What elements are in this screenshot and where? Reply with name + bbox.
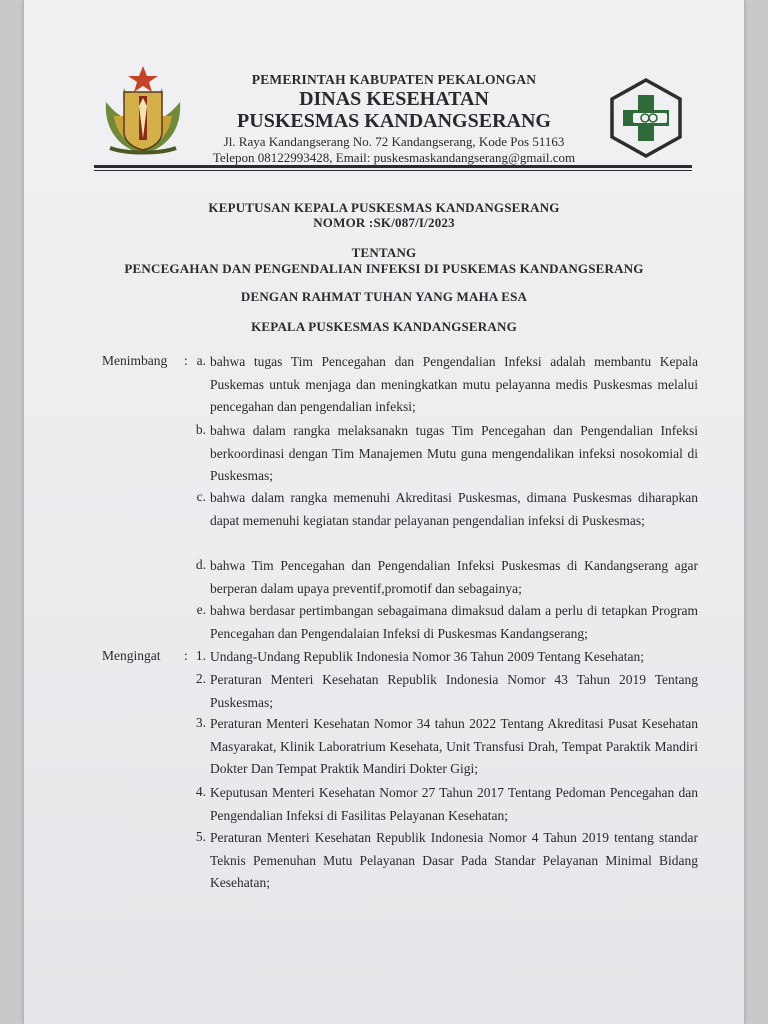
menimbang-marker-a: a. [196, 353, 206, 368]
menimbang-colon: : [184, 353, 188, 368]
official-title: KEPALA PUSKESMAS KANDANGSERANG [251, 319, 517, 334]
document-page [24, 0, 744, 1024]
menimbang-marker-b: b. [195, 422, 206, 437]
decree-title: KEPUTUSAN KEPALA PUSKESMAS KANDANGSERANG [208, 200, 560, 215]
menimbang-label: Menimbang [102, 353, 168, 368]
address-line: Jl. Raya Kandangserang No. 72 Kandangserang, Kode Pos 51163 [223, 134, 565, 149]
mengingat-marker-2: 2. [195, 671, 206, 686]
agency-name: DINAS KESEHATAN [299, 88, 489, 110]
menimbang-item-e: bahwa berdasar pertimbangan sebagaimana dimaksud dalam a perlu di tetapkan Program Pencegahan dan Pengendalaian Infeksi di Puskesmas Kandangserang; [210, 603, 698, 641]
menimbang-item-c: bahwa dalam rangka memenuhi Akreditasi Puskesmas, dimana Puskesmas diharapkan dapat memenuhi kegiatan standar pelayanan pengendalian infeksi di Puskesmas; [210, 490, 698, 528]
menimbang-marker-d: d. [195, 557, 206, 572]
mengingat-marker-5: 5. [195, 829, 206, 844]
government-name: PEMERINTAH KABUPATEN PEKALONGAN [251, 72, 537, 87]
puskesmas-logo [607, 77, 685, 159]
mengingat-item-3: Peraturan Menteri Kesehatan Nomor 34 tahun 2022 Tentang Akreditasi Pusat Kesehatan Masyarakat, Klinik Laboratrium Kesehata, Unit Transfusi Drah, Tempat Paraktik Mandiri Dokter Dan Tempat Praktik Mandiri Dokter Gigi; [210, 716, 698, 776]
letterhead [174, 72, 614, 166]
letterhead-rule-thick [94, 165, 692, 168]
about-heading: TENTANG [351, 245, 417, 260]
mengingat-item-5: Peraturan Menteri Kesehatan Republik Indonesia Nomor 4 Tahun 2019 tentang standar Teknis Pemenuhan Mutu Pelayanan Dasar Pada Standar Pelayanan Minimal Bidang Kesehatan; [210, 830, 698, 890]
mengingat-marker-4: 4. [195, 784, 206, 799]
decree-subject: PENCEGAHAN DAN PENGENDALIAN INFEKSI DI PUSKEMAS KANDANGSERANG [124, 261, 644, 276]
mengingat-marker-3: 3. [195, 715, 206, 730]
mengingat-item-1: Undang-Undang Republik Indonesia Nomor 36 Tahun 2009 Tentang Kesehatan; [210, 649, 645, 664]
decree-number: NOMOR :SK/087/I/2023 [313, 215, 455, 230]
mengingat-item-2: Peraturan Menteri Kesehatan Republik Indonesia Nomor 43 Tahun 2019 Tentang Puskesmas; [210, 672, 698, 710]
letterhead-rule-thin [94, 170, 692, 171]
menimbang-item-d: bahwa Tim Pencegahan dan Pengendalian Infeksi Puskesmas di Kandangserang agar berperan dalam upaya preventif,promotif dan sebagainya; [210, 558, 698, 596]
mengingat-item-4: Keputusan Menteri Kesehatan Nomor 27 Tahun 2017 Tentang Pedoman Pencegahan dan Pengendalian Infeksi di Fasilitas Pelayanan Kesehatan; [210, 785, 698, 823]
mengingat-marker-1: 1. [195, 648, 206, 663]
menimbang-item-b: bahwa dalam rangka melaksanakn tugas Tim Pencegahan dan Pengendalian Infeksi berkoordinasi dengan Tim Manajemen Mutu guna mengendalikan infeksi nosokomial di Puskesmas; [210, 423, 698, 483]
contact-line: Telepon 08122993428, Email: puskesmaskandangserang@gmail.com [212, 150, 576, 165]
mengingat-label: Mengingat [102, 648, 161, 663]
menimbang-item-a: bahwa tugas Tim Pencegahan dan Pengendalian Infeksi adalah membantu Kepala Puskemas untuk menjaga dan meningkatkan mutu pelayanna medis Puskesmas melalui pencegahan dan pengendalian infeksi; [210, 354, 698, 414]
mengingat-colon: : [184, 648, 188, 663]
puskesmas-name: PUSKESMAS KANDANGSERANG [237, 110, 551, 132]
blessing-line: DENGAN RAHMAT TUHAN YANG MAHA ESA [240, 289, 528, 304]
menimbang-marker-e: e. [196, 602, 206, 617]
menimbang-marker-c: c. [196, 489, 206, 504]
